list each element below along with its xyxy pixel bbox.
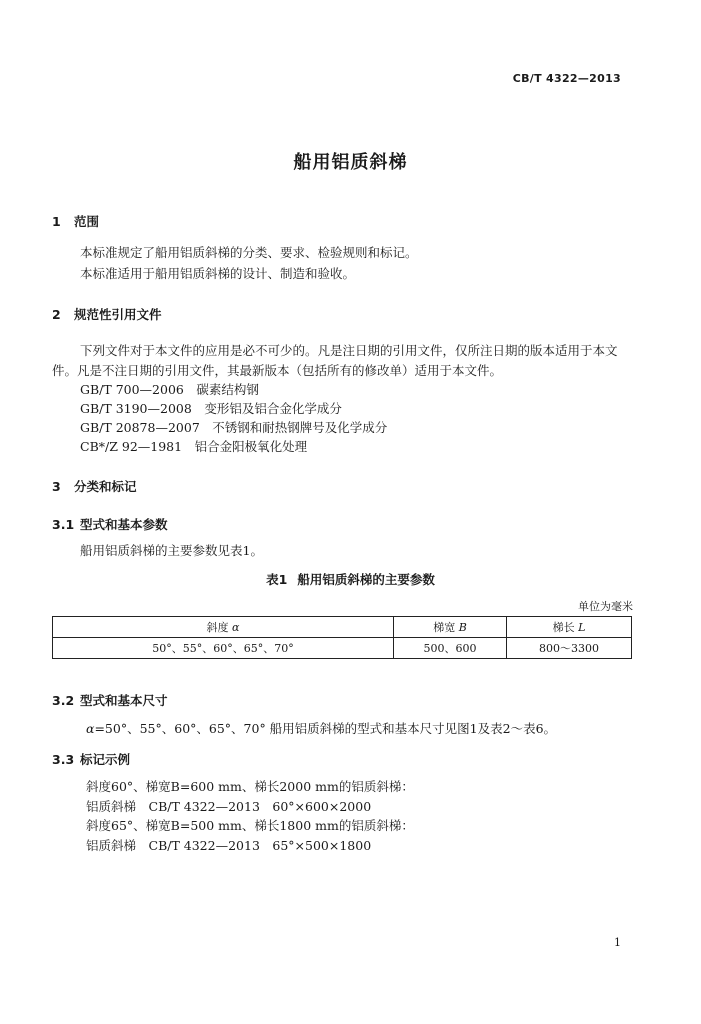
paragraph: 件。凡是不注日期的引用文件，其最新版本（包括所有的修改单）适用于本文件。 — [52, 363, 503, 378]
section-3-2-heading — [52, 691, 168, 709]
section-title: 型式和基本尺寸 — [80, 693, 168, 708]
reference-item: GB/T 700—2006 碳素结构钢 — [80, 382, 259, 397]
column-header-slope: 斜度 α — [53, 617, 394, 638]
example-line: 铝质斜梯 CB/T 4322—2013 65°×500×1800 — [86, 838, 372, 853]
section-title: 型式和基本参数 — [80, 517, 168, 532]
table-row — [53, 638, 632, 659]
section-number: 2 — [52, 307, 61, 322]
reference-item: GB/T 20878—2007 不锈钢和耐热钢牌号及化学成分 — [80, 420, 388, 435]
section-number: 3 — [52, 479, 61, 494]
example-line: 斜度65°、梯宽B=500 mm、梯长1800 mm的铝质斜梯： — [86, 818, 414, 833]
column-header-length: 梯长 L — [507, 617, 632, 638]
example-line: 斜度60°、梯宽B=600 mm、梯长2000 mm的铝质斜梯： — [86, 779, 414, 794]
section-title: 范围 — [74, 214, 100, 229]
standard-code: CB/T 4322—2013 — [512, 72, 621, 85]
page-number: 1 — [614, 936, 621, 949]
column-header-width: 梯宽 B — [394, 617, 507, 638]
section-title: 分类和标记 — [74, 479, 137, 494]
table-unit: 单位为毫米 — [578, 600, 633, 613]
table-caption — [0, 570, 701, 588]
section-2-heading — [52, 305, 162, 323]
table-cell: 50°、55°、60°、65°、70° — [53, 638, 394, 659]
paragraph-text: =50°、55°、60°、65°、70° 船用铝质斜梯的型式和基本尺寸见图1及表2～表6。 — [94, 721, 557, 736]
section-1-heading — [52, 212, 99, 230]
section-3-3-heading — [52, 750, 130, 768]
reference-item: CB*/Z 92—1981 铝合金阳极氧化处理 — [80, 439, 308, 454]
section-3-1-heading — [52, 515, 168, 533]
alpha-symbol: α — [86, 721, 95, 736]
table-number: 表1 — [266, 572, 288, 587]
table-cell: 500、600 — [394, 638, 507, 659]
table-header-row — [53, 617, 632, 638]
table-cell: 800～3300 — [507, 638, 632, 659]
paragraph: 船用铝质斜梯的主要参数见表1。 — [80, 543, 263, 558]
paragraph — [86, 719, 556, 737]
section-number: 3.3 — [52, 752, 75, 767]
section-title: 标记示例 — [80, 752, 131, 767]
section-number: 1 — [52, 214, 61, 229]
parameters-table — [52, 616, 632, 659]
paragraph: 下列文件对于本文件的应用是必不可少的。凡是注日期的引用文件，仅所注日期的版本适用于本文 — [80, 343, 618, 358]
paragraph: 本标准规定了船用铝质斜梯的分类、要求、检验规则和标记。 — [80, 245, 418, 260]
table-title: 船用铝质斜梯的主要参数 — [297, 572, 435, 587]
paragraph: 本标准适用于船用铝质斜梯的设计、制造和验收。 — [80, 266, 356, 281]
section-title: 规范性引用文件 — [74, 307, 162, 322]
section-number: 3.2 — [52, 693, 75, 708]
reference-item: GB/T 3190—2008 变形铝及铝合金化学成分 — [80, 401, 342, 416]
example-line: 铝质斜梯 CB/T 4322—2013 60°×600×2000 — [86, 799, 372, 814]
section-number: 3.1 — [52, 517, 75, 532]
document-title: 船用铝质斜梯 — [293, 152, 408, 173]
section-3-heading — [52, 477, 137, 495]
